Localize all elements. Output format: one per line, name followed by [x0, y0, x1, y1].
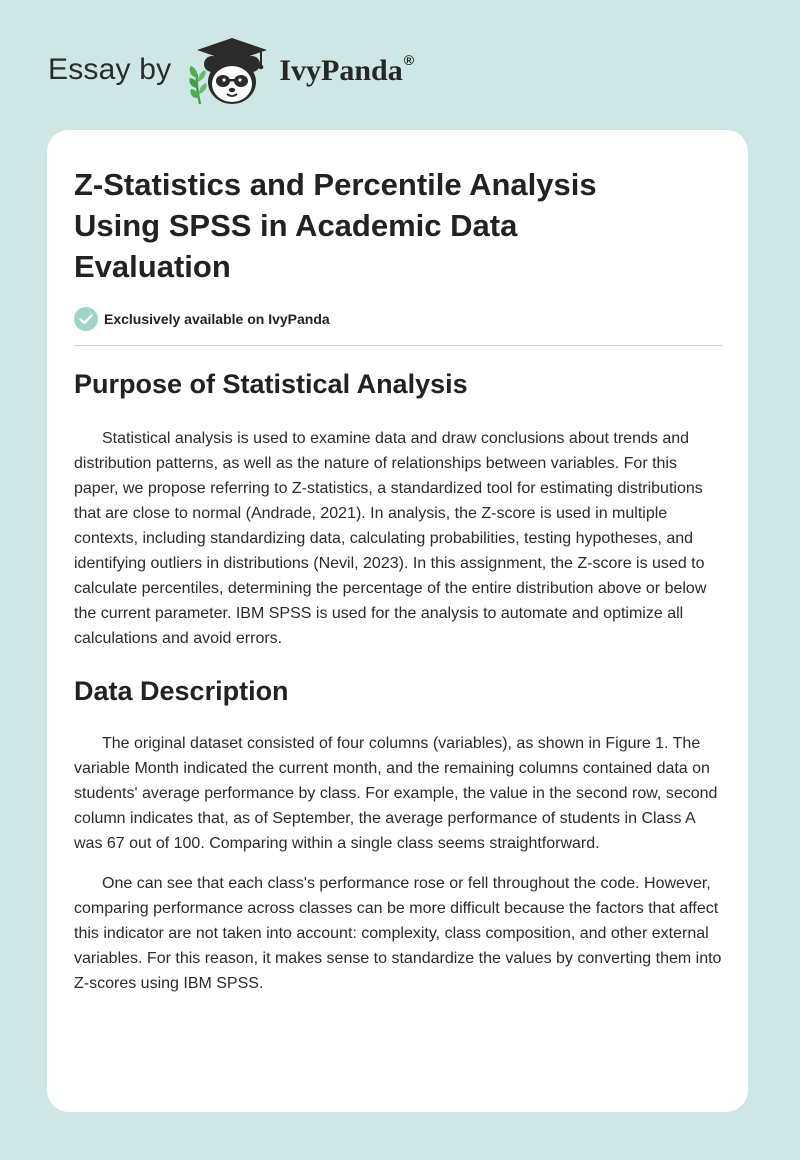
brand-text: IvyPanda: [279, 54, 403, 87]
section-heading-data-description: Data Description: [74, 676, 289, 706]
site-header: [48, 34, 414, 110]
paragraph: One can see that each class's performance rose or fell throughout the code. However, comparing performance across classes can be more difficult because the factors that affect this indicator are not taken into account: complexity, class composition, and other external variables. For this reason, it makes sense to standardize the values by converting them into Z-scores using IBM SPSS.: [74, 875, 722, 992]
exclusive-label: Exclusively available on IvyPanda: [104, 311, 330, 327]
essay-by-label: Essay by: [48, 53, 172, 86]
check-badge-icon: [74, 307, 98, 331]
brand-name[interactable]: [279, 54, 414, 88]
registered-mark: ®: [403, 52, 415, 68]
paragraph: Statistical analysis is used to examine data and draw conclusions about trends and distribution patterns, as well as the nature of relationships between variables. For this paper, we propose referring to Z-statistics, a standardized tool for estimating distributions that are close to normal (Andrade, 2021). In analysis, the Z-score is used in multiple contexts, including standardizing data, calculating probabilities, testing hypotheses, and identifying outliers in distributions (Nevil, 2023). In this assignment, the Z-score is used to calculate percentiles, determining the percentage of the entire distribution above or below the current parameter. IBM SPSS is used for the analysis to automate and optimize all calculations and avoid errors.: [74, 430, 707, 647]
section-heading-purpose: Purpose of Statistical Analysis: [74, 369, 468, 399]
page-title: Z-Statistics and Percentile Analysis Using SPSS in Academic Data Evaluation: [74, 167, 597, 284]
article-body: [74, 366, 724, 996]
article-card: [47, 130, 748, 1112]
divider: [74, 345, 723, 346]
paragraph: The original dataset consisted of four columns (variables), as shown in Figure 1. The variable Month indicated the current month, and the remaining columns contained data on students' average performance by class. For example, the value in the second row, second column indicates that, as of September, the average performance of students in Class A was 67 out of 100. Comparing within a single class seems straightforward.: [74, 735, 718, 852]
exclusive-badge: [74, 306, 330, 332]
panda-graduate-icon[interactable]: [187, 34, 273, 110]
